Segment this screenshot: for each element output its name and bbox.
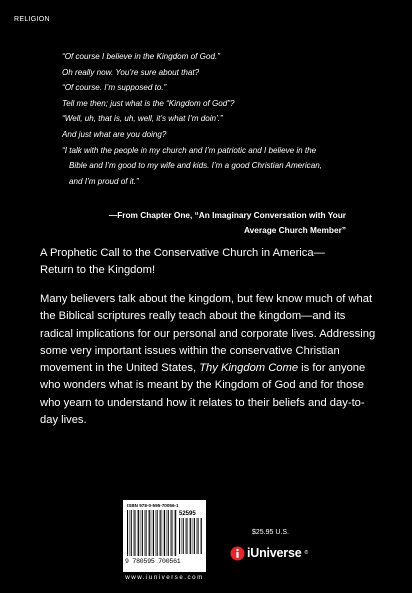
quote-line: “I talk with the people in my church and I’m patriotic and I believe in the [62,145,317,155]
price-barcode-bars [179,518,202,554]
quote-line: Bible and I’m good to my wife and kids. I’m a good Christian American, [69,161,322,171]
category-label: RELIGION [14,16,50,23]
iuniverse-logo-icon [230,546,245,561]
quote-line: “Well, uh, that is, uh, well, it’s what I’m doin’.” [62,114,223,124]
isbn-digits: 9 780595 700561 [125,558,181,565]
tagline [40,245,380,279]
attribution-line: Average Church Member” [243,225,346,235]
description-text: Many believers talk about the kingdom, but few know much of what the Biblical scriptures really teach about the kingdom—and its radical implications for our personal and corporate lives. Addressing some very important issues within the conservative Christian movement in the United States, [40,293,376,375]
price-label: $25.95 U.S. [252,529,289,536]
description-text: is for anyone who wonders what is meant by the Kingdom of God and for those who yearn to understand how it relates to their beliefs and day-to-day lives. [40,362,366,427]
quote-line: “Of course. I’m supposed to.” [62,83,167,93]
quote-line: “Of course I believe in the Kingdom of God.” [62,52,220,61]
tagline-line: A Prophetic Call to the Conservative Church in America— [40,247,325,259]
quote-line: Tell me then; just what is the “Kingdom of God”? [62,98,235,108]
quote-line: And just what are you doing? [62,129,167,139]
publisher-logo [230,543,308,563]
barcode [123,500,206,572]
excerpt-quote [62,49,362,189]
publisher-name: iUniverse [247,546,302,560]
tagline-line: Return to the Kingdom! [40,264,156,276]
barcode-bars [127,510,177,556]
book-title: Thy Kingdom Come [199,362,299,375]
quote-attribution [62,208,346,238]
trademark-symbol: ® [304,550,309,556]
isbn-text: ISBN 978-0-595-70056-1 [127,503,179,508]
quote-line: Oh really now. You’re sure about that? [62,67,200,77]
attribution-line: —From Chapter One, “An Imaginary Conversation with Your [108,210,346,220]
publisher-website: www.iuniverse.com [125,574,204,581]
price-code: 52595 [179,511,196,517]
book-description [40,291,376,429]
quote-line: and I’m proud of it.” [69,176,139,186]
